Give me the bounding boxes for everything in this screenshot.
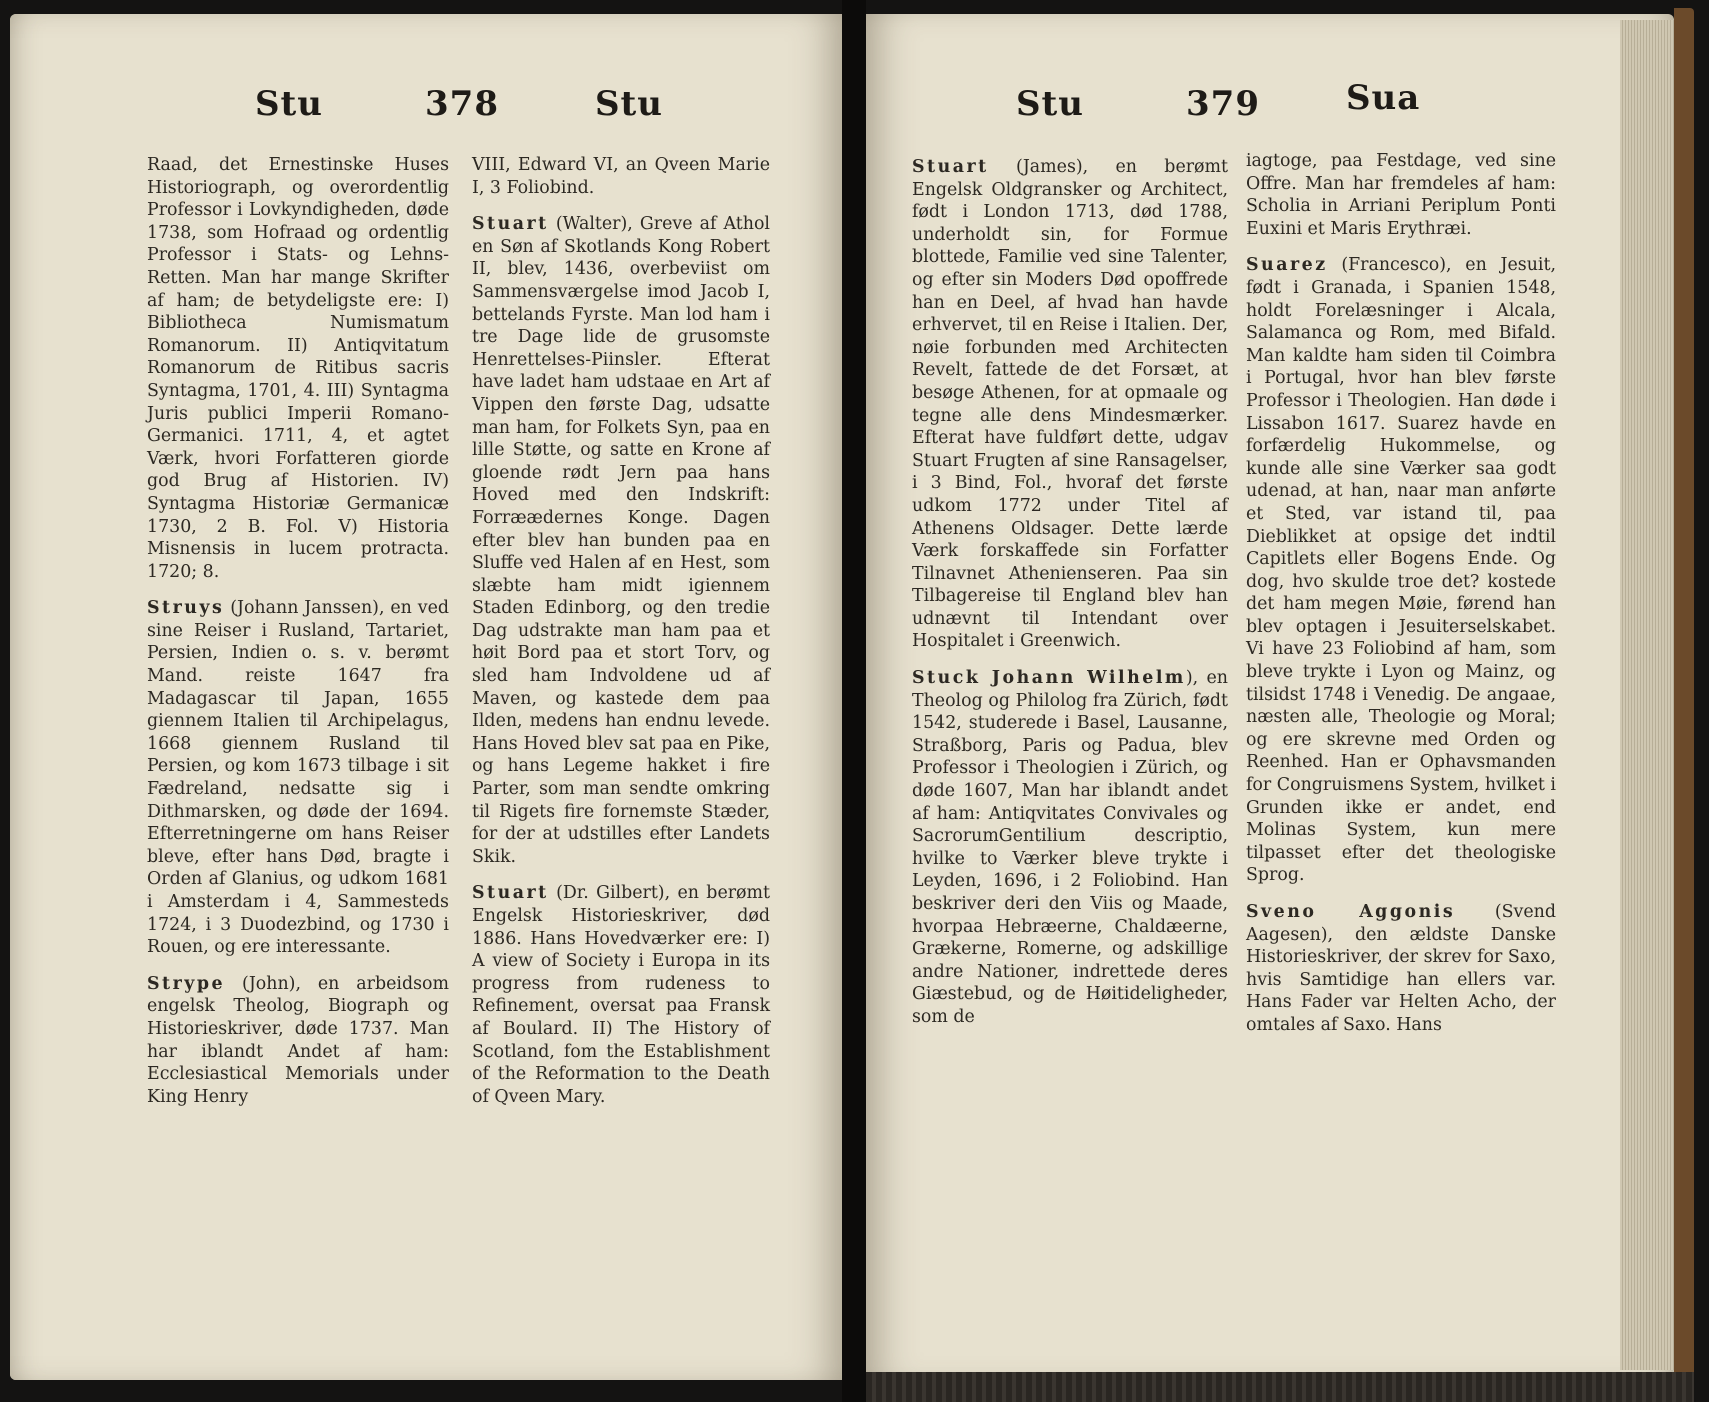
entry-stuart-gilbert <box>472 882 770 1108</box>
entry-sveno-aggonis <box>1246 901 1556 1037</box>
left-page <box>10 14 842 1380</box>
right-running-head-right: Sua <box>1346 78 1421 118</box>
entry-body: (Walter), Greve af Athol en Søn af Skotlands Kong Robert II, blev, 1436, overbeviist om Sammensværgelse imod Jacob I, bettelands Fyrste. Man lod ham i tre Dage lide de grusomste Henrettelses-Piinsler. Efterat have ladet ham udstaae en Art af Vippen den første Dag, udsatte man ham, for Folkets Syn, paa en lille Støtte, og satte en Krone af gloende rødt Jern paa hans Hoved med den Indskrift: Forræædernes Konge. Dagen efter blev han bunden paa en Sluffe ved Halen af en Hest, som slæbte ham midt igiennem Staden Edinborg, og den tredie Dag udstrakte man ham paa et høit Bord paa et stort Torv, og sled ham Indvoldene ud af Maven, og kastede dem paa Ilden, medens han endnu levede. Hans Hoved blev sat paa en Pike, og hans Legeme hakket i fire Parter, som man sendte omkring til Rigets fire fornemste Stæder, for der at udstilles efter Landets Skik. <box>472 214 770 867</box>
right-page <box>866 14 1674 1380</box>
entry-headword: Suarez <box>1246 255 1328 276</box>
right-page-edge <box>1620 20 1674 1370</box>
entry-body: (Johann Janssen), en ved sine Reiser i Rusland, Tartariet, Persien, Indien o. s. v. berømt Mand. reiste 1647 fra Madagascar til Japan, 1655 giennem Italien til Archipelagus, 1668 giennem Rusland til Persien, og kom 1673 tilbage i sit Fædreland, nedsatte sig i Dithmarsken, og døde der 1694. Efterretningerne om hans Reiser bleve, efter hans Død, bragte i Orden af Glanius, og udkom 1681 i Amsterdam i 4, Sammesteds 1724, i 3 Duodezbind, og 1730 i Rouen, og ere interessante. <box>147 598 450 958</box>
book-cover-edge <box>1674 8 1694 1388</box>
left-column-1 <box>147 154 449 1122</box>
entry-continuation: VIII, Edward VI, an Qveen Marie I, 3 Foliobind. <box>472 155 770 198</box>
right-running-head-left: Stu <box>1016 84 1084 124</box>
entry-headword: Stuart <box>472 883 549 904</box>
left-page-number: 378 <box>425 84 499 124</box>
left-running-head-right: Stu <box>595 84 663 124</box>
left-column-2 <box>472 154 770 1122</box>
entry-headword: Sveno Aggonis <box>1246 902 1456 922</box>
entry-stuck <box>912 667 1228 1029</box>
entry-headword: Stuck Johann Wilhelm <box>912 668 1186 689</box>
entry-headword: Stuart <box>912 157 989 177</box>
entry-body: ), en Theolog og Philolog fra Zürich, født 1542, studerede i Basel, Lausanne, Straßborg, Paris og Padua, blev Professor i Theologien i Zürich, og døde 1607, Man har iblandt andet af ham: Antiqvitates Convivales og SacrorumGentilium descriptio, hvilke to Værker bleve trykte i Leyden, 1696, i 2 Foliobind. Han beskriver deri den Viis og Maade, hvorpaa Hebræerne, Chaldæerne, Grækerne, Romerne, og adskillige andre Nationer, indrettede deres Giæstebud, og de Høitideligheder, som de <box>912 668 1228 1027</box>
entry-suarez <box>1246 254 1556 887</box>
right-column-1 <box>912 156 1228 1043</box>
entry-body: (Dr. Gilbert), en berømt Engelsk Historieskriver, død 1886. Hans Hovedværker ere: I) A view of Society i Europa in its progress from rudeness to Refinement, oversat paa Fransk af Boulard. II) The History of Scotland, fom the Establishment of the Reformation to the Death of Qveen Mary. <box>472 883 770 1107</box>
right-column-2 <box>1246 150 1556 1051</box>
entry-strype <box>147 973 449 1109</box>
right-page-number: 379 <box>1186 84 1260 124</box>
entry-continuation: Raad, det Ernestinske Huses Historiograph, og overordentlig Professor i Lovkyndigheden, døde 1738, som Hofraad og ordentlig Professor i Stats- og Lehns-Retten. Man har mange Skrifter af ham; de betydeligste ere: I) Bibliotheca Numismatum Romanorum. II) Antiqvitatum Romanorum de Ritibus sacris Syntagma, 1701, 4. III) Syntagma Juris publici Imperii Romano-Germanici. 1711, 4, et agtet Værk, hvori Forfatteren giorde god Brug af Historien. IV) Syntagma Historiæ Germanicæ 1730, 2 B. Fol. V) Historia Misnensis in lucem protracta. 1720; 8. <box>147 155 449 582</box>
entry-headword: Strype <box>147 973 226 994</box>
left-running-head-left: Stu <box>255 84 323 124</box>
entry-headword: Struys <box>147 598 225 619</box>
entry-body: (Svend Aagesen), den ældste Danske Historieskriver, der skrev for Saxo, hvis Samtidige han ellers var. Hans Fader var Helten Acho, der omtales af Saxo. Hans <box>1246 902 1557 1035</box>
entry-stuart-walter <box>472 213 770 868</box>
entry-headword: Stuart <box>472 214 549 235</box>
entry-body: (Francesco), en Jesuit, født i Granada, i Spanien 1548, holdt Forelæsninger i Alcala, Salamanca og Rom, med Bifald. Man kaldte ham siden til Coimbra i Portugal, hvor han blev første Professor i Theologien. Han døde i Lissabon 1617. Suarez havde en forfærdelig Hukommelse, og kunde alle sine Værker saa godt udenad, at han, naar man anførte et Sted, var istand til, paa Dieblikket at opsige det indtil Capitlets eller Bogens Ende. Og dog, hvo skulde troe det? kostede det ham megen Møie, førend han blev optagen i Jesuiterselskabet. Vi have 23 Foliobind af ham, som bleve trykte i Lyon og Mainz, og tilsidst 1748 i Venedig. De angaae, næsten alle, Theologie og Moral; og ere skrevne med Orden og Reenhed. Han er Ophavsmanden for Congruismens System, hvilket i Grunden ikke er andet, end Molinas System, kun mere tilpasset efter det theologiske Sprog. <box>1246 255 1556 886</box>
entry-struys <box>147 597 449 959</box>
entry-continuation: iagtoge, paa Festdage, ved sine Offre. Man har fremdeles af ham: Scholia in Arriani Periplum Ponti Euxini et Maris Erythræi. <box>1246 151 1556 239</box>
entry-body: (James), en berømt Engelsk Oldgransker og Architect, født i London 1713, død 1788, underholdt sin, for Formue blottede, Familie ved sine Talenter, og efter sin Moders Død opoffrede han en Deel, af hvad han havde erhvervet, til en Reise i Italien. Der, nøie forbunden med Architecten Revelt, fattede de det Forsæt, at besøge Athenen, for at opmaale og tegne alle dens Mindesmærker. Efterat have fuldført dette, udgav Stuart Frugten af sine Ransagelser, i 3 Bind, Fol., hvoraf det første udkom 1772 under Titel af Athenens Oldsager. Dette lærde Værk forskaffede sin Forfatter Tilnavnet Athenienseren. Paa sin Tilbagereise til England blev han udnævnt til Intendant over Hospitalet i Greenwich. <box>912 157 1228 652</box>
entry-body: (John), en arbeidsom engelsk Theolog, Biograph og Historieskriver, døde 1737. Man har iblandt Andet af ham: Ecclesiastical Memorials under King Henry <box>147 973 449 1107</box>
entry-stuart-james <box>912 156 1228 653</box>
book-bottom-edge <box>866 1372 1694 1402</box>
book-gutter <box>842 0 866 1402</box>
